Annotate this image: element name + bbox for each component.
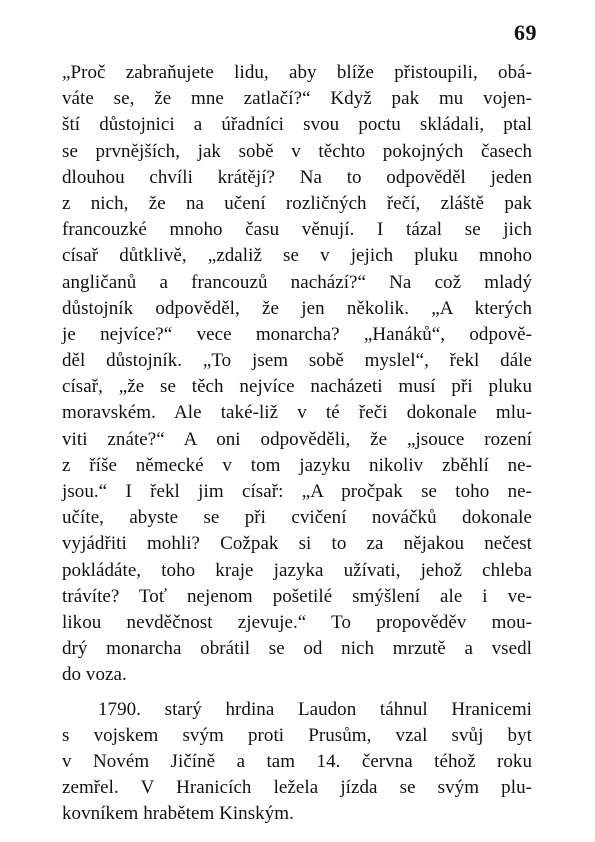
text-line: se prvnějších, jak sobě v těchto pokojných časech [62,140,532,162]
text-line: 1790. starý hrdina Laudon táhnul Hranicemi [98,698,532,720]
text-line: v Novém Jičíně a tam 14. června téhož roku [62,750,532,772]
text-line: ští důstojnici a úřadníci svou poctu skládali, ptal [62,114,532,136]
text-line: angličanů a francouzů nachází?“ Na což mladý [62,271,532,293]
text-line: z říše německé v tom jazyku nikoliv zběhlí ne- [62,454,532,476]
text-line: císař, „že se těch nejvíce nacházeti musí při pluku [62,376,532,398]
text-line: drý monarcha obrátil se od nich mrzutě a vsedl [62,638,532,660]
text-line: vyjádřiti mohli? Cožpak si to za nějakou nečest [62,533,532,555]
text-line: moravském. Ale také-liž v té řeči dokonale mlu- [62,402,532,424]
text-line: trávíte? Toť nejenom pošetilé smýšlení ale i ve- [62,585,532,607]
text-line: „Proč zabraňujete lidu, aby blíže přistoupili, obá- [62,62,532,83]
text-line: dlouhou chvíli krátějí? Na to odpověděl jeden [62,166,532,188]
text-line: likou nevděčnost zjevuje.“ To propověděv mou- [62,611,532,633]
text-line: váte se, že mne zatlačí?“ Když pak mu vojen- [62,88,532,110]
paragraph-2 [62,697,532,828]
text-line: kovníkem hrabětem Kinským. [62,803,294,825]
text-line: z nich, že na učení rozličných řečí, zláště pak [62,192,532,214]
text-line: zemřel. V Hranicích ležela jízda se svým plu- [62,777,532,799]
text-line: jsou.“ I řekl jim císař: „A pročpak se toho ne- [62,481,532,502]
paragraph-gap [62,689,532,697]
text-line: císař důtklivě, „zdaliž se v jejich pluku mnoho [62,245,532,267]
text-line: pokládáte, toho kraje jazyka užívati, jehož chleba [62,559,532,581]
text-line: je nejvíce?“ vece monarcha? „Hanáků“, odpově- [62,323,532,345]
text-line: děl důstojník. „To jsem sobě myslel“, řekl dále [62,350,532,372]
body-text [62,60,532,827]
paragraph-1 [62,60,532,689]
text-line: do voza. [62,664,127,686]
text-line: viti znáte?“ A oni odpověděli, že „jsouce rození [62,428,532,450]
page-number: 69 [514,20,537,45]
text-line: učíte, abyste se při cvičení nováčků dokonale [62,507,532,529]
text-line: důstojník odpověděl, že jen několik. „A kterých [62,297,532,319]
text-line: s vojskem svým proti Prusům, vzal svůj byt [62,724,532,746]
text-line: francouzké mnoho času věnují. I tázal se jich [62,219,532,241]
